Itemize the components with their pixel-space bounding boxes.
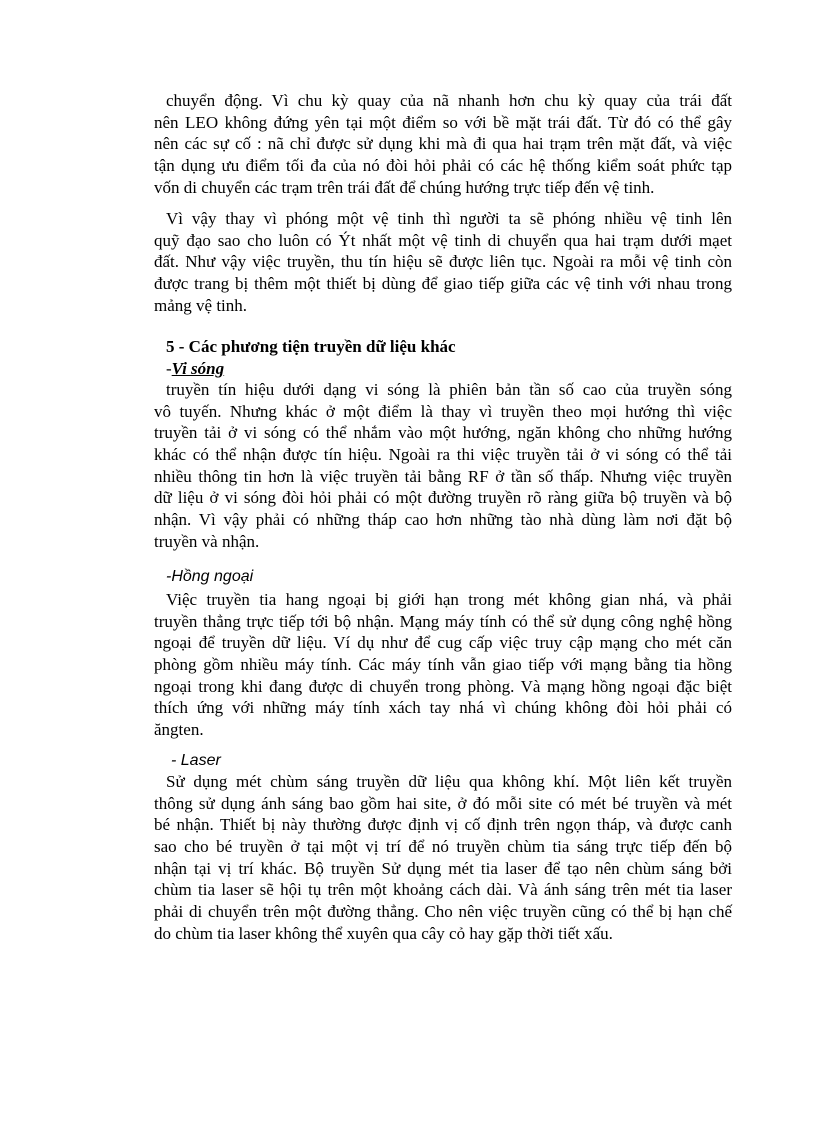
text-line: nhiều thông tin hơn là việc truyền tải bằng RF ở tần số thấp. Nhưng việc truyền: [154, 466, 732, 486]
text-line: thông sử dụng ánh sáng bao gồm hai site, ở đó mỗi site có mét bé truyền và mét: [154, 793, 732, 813]
subheading-infrared: -Hồng ngoại: [166, 568, 254, 585]
paragraph-leo-motion: [154, 90, 732, 198]
subheading-dash: -: [166, 359, 172, 378]
text-line: truyền thẳng trực tiếp tới bộ nhận. Mạng máy tính có thể sử dụng công nghệ hồng: [154, 611, 732, 631]
text-line: khác có thể nhận được tín hiệu. Ngoài ra thi việc truyền tải ở vi sóng có thể tải: [154, 445, 732, 465]
text-line: dữ liệu ở vi sóng đòi hỏi phải có một đường truyền rõ ràng giữa bộ truyền và bộ: [154, 488, 732, 508]
text-line: chuyển động. Vì chu kỳ quay của nã nhanh hơn chu kỳ quay của trái đất: [166, 91, 732, 110]
text-line: Vì vậy thay vì phóng một vệ tinh thì người ta sẽ phóng nhiều vệ tinh lên: [166, 209, 732, 228]
text-line: do chùm tia laser không thể xuyên qua cây cỏ hay gặp thời tiết xấu.: [154, 923, 613, 943]
text-line: tận dụng ưu điểm tối đa của nó đòi hỏi phải có các hệ thống kiểm soát phức tạp: [154, 156, 732, 176]
text-line: sao cho bé truyền ở tại một vị trí để nó truyền chùm tia sáng trực tiếp đến bộ: [154, 837, 732, 857]
text-line: truyền tín hiệu dưới dạng vi sóng là phiên bản tần số cao của truyền sóng: [166, 380, 732, 399]
text-line: ăngten.: [154, 720, 204, 740]
subheading-microwave: [166, 358, 224, 380]
text-line: vốn di chuyển các trạm trên trái đất để chúng hướng trực tiếp đến vệ tinh.: [154, 177, 655, 197]
text-line: thích ứng với những máy tính xách tay nhá vì chúng không đòi hỏi phải có: [154, 698, 732, 718]
text-line: được trang bị thêm một thiết bị dùng để giao tiếp giữa các vệ tinh với nhau trong: [154, 274, 732, 294]
text-line: ngoại trong khi đang được di chuyển trong phòng. Và mạng hồng ngoại đặc biệt: [154, 676, 732, 696]
text-line: ngoại để truyền dữ liệu. Ví dụ như để cug cấp việc truy cập mạng cho mét căn: [154, 633, 732, 653]
text-line: truyền tải ở vi sóng có thể nhắm vào một hướng, ngăn không cho những hướng: [154, 423, 732, 443]
text-line: Việc truyền tia hang ngoại bị giới hạn trong mét không gian nhá, và phải: [166, 590, 732, 609]
text-line: chùm tia laser sẽ hội tụ trên một khoảng cách dài. Và ánh sáng trên mét tia laser: [154, 880, 732, 900]
text-line: mảng vệ tinh.: [154, 295, 248, 315]
text-line: truyền và nhận.: [154, 531, 260, 551]
subheading-label: Vi sóng: [171, 359, 225, 378]
text-line: nên LEO không đứng yên tại một điểm so với bề mặt trái đất. Từ đó có thể gây: [154, 112, 732, 132]
text-line: bé nhận. Thiết bị này thường được định vị cố định trên ngọn tháp, và được canh: [154, 815, 732, 835]
paragraph-laser: [154, 771, 732, 945]
text-line: Sử dụng mét chùm sáng truyền dữ liệu qua không khí. Một liên kết truyền: [166, 772, 732, 791]
text-line: quỹ đạo sao cho luôn có Ýt nhất một vệ tinh di chuyển qua hai trạm dưới mạet: [154, 230, 732, 250]
text-line: nên các sự cố : nã chỉ được sử dụng khi mà đi qua hai trạm trên mặt đất, và việc: [154, 134, 732, 154]
text-line: phải di chuyển trên một đường thẳng. Cho nên việc truyền cũng có thể bị hạn chế: [154, 902, 732, 922]
paragraph-multiple-satellites: [154, 208, 732, 316]
text-line: nhận. Vì vậy phải có những tháp cao hơn những tào nhà dùng làm nơi đặt bộ: [154, 510, 732, 530]
text-line: vô tuyến. Nhưng khác ở một điểm là thay vì truyền theo mọi hướng thì việc: [154, 401, 732, 421]
text-line: nhận tại vị trí khác. Bộ truyền Sử dụng mét tia laser để tạo nên chùm sáng bởi: [154, 858, 732, 878]
text-line: đất. Như vậy việc truyền, thu tín hiệu sẽ được liên tục. Ngoài ra mỗi vệ tinh còn: [154, 252, 732, 272]
text-line: phòng gồm nhiều máy tính. Các máy tính vẫn giao tiếp với mạng bằng tia hồng: [154, 655, 732, 675]
paragraph-infrared: [154, 589, 732, 741]
subheading-laser: - Laser: [171, 752, 221, 769]
section-heading: 5 - Các phương tiện truyền dữ liệu khác: [166, 337, 456, 356]
paragraph-microwave: [154, 379, 732, 553]
